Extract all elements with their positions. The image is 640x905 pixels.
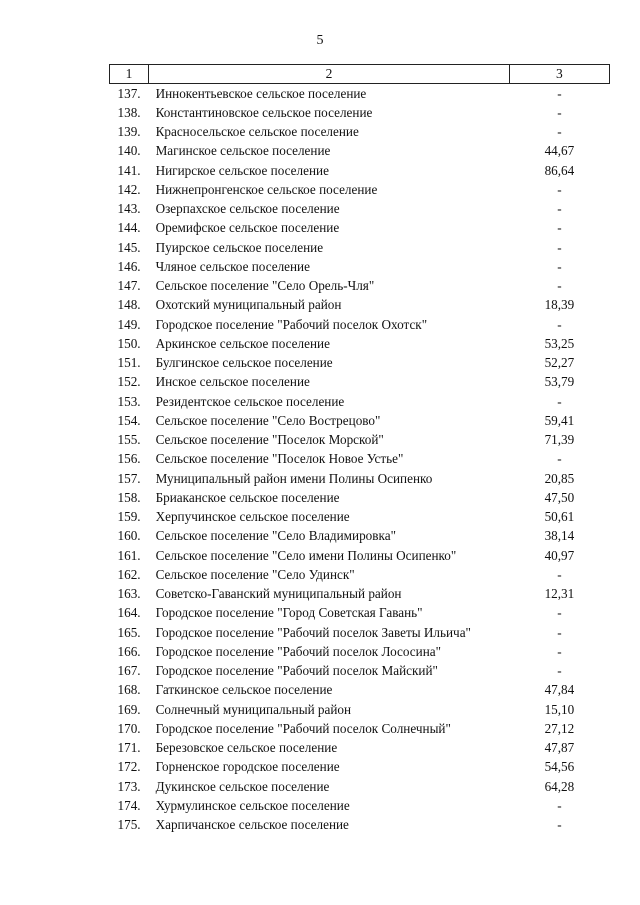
- row-name: Горненское городское поселение: [155, 759, 340, 775]
- row-value: 27,12: [544, 720, 575, 736]
- row-value: -: [557, 451, 562, 467]
- row-number: 148.: [117, 297, 141, 313]
- row-number: 168.: [117, 682, 141, 698]
- table-row: [110, 816, 610, 835]
- row-number: 165.: [117, 624, 141, 640]
- row-number: 174.: [117, 797, 141, 813]
- table-row: [110, 334, 610, 353]
- row-value: -: [557, 566, 562, 582]
- row-value: -: [557, 201, 562, 217]
- row-number: 173.: [117, 778, 141, 794]
- row-number: 158.: [117, 489, 141, 505]
- row-number: 143.: [117, 201, 141, 217]
- row-number: 154.: [117, 412, 141, 428]
- row-value: -: [557, 258, 562, 274]
- row-value: -: [557, 104, 562, 120]
- table-row: [110, 719, 610, 738]
- table-body: [110, 84, 610, 835]
- row-value: 47,87: [544, 740, 575, 756]
- table-row: [110, 585, 610, 604]
- row-value: 47,50: [544, 489, 575, 505]
- row-name: Иннокентьевское сельское поселение: [155, 85, 367, 101]
- table-row: [110, 796, 610, 815]
- row-value: -: [557, 797, 562, 813]
- row-value: 86,64: [544, 162, 575, 178]
- row-value: -: [557, 624, 562, 640]
- row-value: 54,56: [544, 759, 575, 775]
- row-value: -: [557, 316, 562, 332]
- table-row: [110, 180, 610, 199]
- row-number: 169.: [117, 701, 141, 717]
- table-row: [110, 642, 610, 661]
- table-row: [110, 373, 610, 392]
- row-value: -: [557, 220, 562, 236]
- row-number: 150.: [117, 335, 141, 351]
- table-row: [110, 142, 610, 161]
- row-name: Сельское поселение "Поселок Новое Устье": [155, 451, 404, 467]
- row-number: 175.: [117, 817, 141, 833]
- table-row: [110, 739, 610, 758]
- row-name: Сельское поселение "Село имени Полины Осипенко": [155, 547, 457, 563]
- row-value: -: [557, 643, 562, 659]
- row-value: 50,61: [544, 509, 575, 525]
- row-name: Озерпахское сельское поселение: [155, 201, 340, 217]
- table-row: [110, 488, 610, 507]
- table-row: [110, 623, 610, 642]
- row-name: Резидентское сельское поселение: [155, 393, 345, 409]
- row-name: Нигирское сельское поселение: [155, 162, 329, 178]
- row-number: 161.: [117, 547, 141, 563]
- row-name: Красносельское сельское поселение: [155, 124, 359, 140]
- row-name: Дукинское сельское поселение: [155, 778, 330, 794]
- row-name: Сельское поселение "Село Вострецово": [155, 412, 381, 428]
- page-number: 5: [316, 33, 324, 48]
- row-number: 152.: [117, 374, 141, 390]
- table-row: [110, 257, 610, 276]
- row-name: Константиновское сельское поселение: [155, 104, 373, 120]
- row-name: Инское сельское поселение: [155, 374, 310, 390]
- row-number: 162.: [117, 566, 141, 582]
- table-row: [110, 219, 610, 238]
- header-col-1: 1: [110, 65, 149, 84]
- row-number: 149.: [117, 316, 141, 332]
- row-name: Городское поселение "Рабочий поселок Солнечный": [155, 720, 451, 736]
- row-number: 146.: [117, 258, 141, 274]
- row-name: Городское поселение "Город Советская Гавань": [155, 605, 423, 621]
- row-number: 142.: [117, 181, 141, 197]
- row-name: Херпучинское сельское поселение: [155, 509, 350, 525]
- row-name: Гаткинское сельское поселение: [155, 682, 333, 698]
- row-value: 12,31: [544, 586, 575, 602]
- header-col-2: 2: [149, 65, 510, 84]
- row-value: 38,14: [544, 528, 575, 544]
- row-number: 144.: [117, 220, 141, 236]
- row-value: -: [557, 817, 562, 833]
- row-value: 71,39: [544, 432, 575, 448]
- row-number: 166.: [117, 643, 141, 659]
- table-header-row: [110, 65, 610, 84]
- table-row: [110, 700, 610, 719]
- table-row: [110, 777, 610, 796]
- table-row: [110, 411, 610, 430]
- table-row: [110, 296, 610, 315]
- table-row: [110, 238, 610, 257]
- table-row: [110, 354, 610, 373]
- row-value: -: [557, 393, 562, 409]
- row-value: 47,84: [544, 682, 575, 698]
- row-number: 171.: [117, 740, 141, 756]
- table-row: [110, 508, 610, 527]
- row-value: 20,85: [544, 470, 575, 486]
- row-name: Магинское сельское поселение: [155, 143, 331, 159]
- row-value: 15,10: [544, 701, 575, 717]
- row-number: 145.: [117, 239, 141, 255]
- row-number: 170.: [117, 720, 141, 736]
- row-number: 147.: [117, 278, 141, 294]
- table-row: [110, 315, 610, 334]
- row-name: Городское поселение "Рабочий поселок Майский": [155, 663, 438, 679]
- row-name: Солнечный муниципальный район: [155, 701, 352, 717]
- row-number: 155.: [117, 432, 141, 448]
- row-number: 159.: [117, 509, 141, 525]
- table-row: [110, 662, 610, 681]
- table-row: [110, 123, 610, 142]
- row-number: 139.: [117, 124, 141, 140]
- row-value: 64,28: [544, 778, 575, 794]
- table-row: [110, 277, 610, 296]
- row-number: 151.: [117, 355, 141, 371]
- table-row: [110, 431, 610, 450]
- row-number: 156.: [117, 451, 141, 467]
- row-name: Муниципальный район имени Полины Осипенко: [155, 470, 433, 486]
- row-value: 53,79: [544, 374, 575, 390]
- row-number: 160.: [117, 528, 141, 544]
- row-name: Харпичанское сельское поселение: [155, 817, 349, 833]
- table-row: [110, 604, 610, 623]
- row-name: Березовское сельское поселение: [155, 740, 338, 756]
- row-name: Булгинское сельское поселение: [155, 355, 333, 371]
- row-number: 172.: [117, 759, 141, 775]
- row-value: 40,97: [544, 547, 575, 563]
- row-name: Пуирское сельское поселение: [155, 239, 324, 255]
- row-name: Городское поселение "Рабочий поселок Лососина": [155, 643, 442, 659]
- row-number: 153.: [117, 393, 141, 409]
- row-name: Чляное сельское поселение: [155, 258, 310, 274]
- row-name: Нижнепронгенское сельское поселение: [155, 181, 378, 197]
- row-name: Советско-Гаванский муниципальный район: [155, 586, 402, 602]
- row-value: -: [557, 663, 562, 679]
- table-row: [110, 200, 610, 219]
- row-value: -: [557, 239, 562, 255]
- row-value: -: [557, 85, 562, 101]
- row-name: Охотский муниципальный район: [155, 297, 342, 313]
- row-number: 163.: [117, 586, 141, 602]
- row-name: Оремифское сельское поселение: [155, 220, 340, 236]
- row-name: Бриаканское сельское поселение: [155, 489, 340, 505]
- row-name: Городское поселение "Рабочий поселок Охотск": [155, 316, 428, 332]
- row-value: 52,27: [544, 355, 575, 371]
- row-number: 140.: [117, 143, 141, 159]
- row-value: 59,41: [544, 412, 575, 428]
- row-name: Сельское поселение "Село Владимировка": [155, 528, 396, 544]
- row-number: 138.: [117, 104, 141, 120]
- settlements-table: [109, 64, 610, 835]
- row-value: -: [557, 278, 562, 294]
- row-value: 44,67: [544, 143, 575, 159]
- row-value: -: [557, 124, 562, 140]
- row-name: Аркинское сельское поселение: [155, 335, 330, 351]
- row-number: 164.: [117, 605, 141, 621]
- table-row: [110, 103, 610, 122]
- row-value: 18,39: [544, 297, 575, 313]
- header-col-3: 3: [509, 65, 609, 84]
- table-row: [110, 161, 610, 180]
- row-number: 137.: [117, 85, 141, 101]
- table-row: [110, 546, 610, 565]
- table-row: [110, 681, 610, 700]
- row-value: 53,25: [544, 335, 575, 351]
- row-number: 167.: [117, 663, 141, 679]
- table-row: [110, 450, 610, 469]
- row-name: Городское поселение "Рабочий поселок Заветы Ильича": [155, 624, 471, 640]
- row-number: 157.: [117, 470, 141, 486]
- table-row: [110, 469, 610, 488]
- row-name: Хурмулинское сельское поселение: [155, 797, 350, 813]
- row-number: 141.: [117, 162, 141, 178]
- table-row: [110, 527, 610, 546]
- row-name: Сельское поселение "Село Орель-Чля": [155, 278, 375, 294]
- table-row: [110, 758, 610, 777]
- row-name: Сельское поселение "Поселок Морской": [155, 432, 384, 448]
- row-value: -: [557, 181, 562, 197]
- row-name: Сельское поселение "Село Удинск": [155, 566, 355, 582]
- table-row: [110, 84, 610, 104]
- table-row: [110, 565, 610, 584]
- table-row: [110, 392, 610, 411]
- row-value: -: [557, 605, 562, 621]
